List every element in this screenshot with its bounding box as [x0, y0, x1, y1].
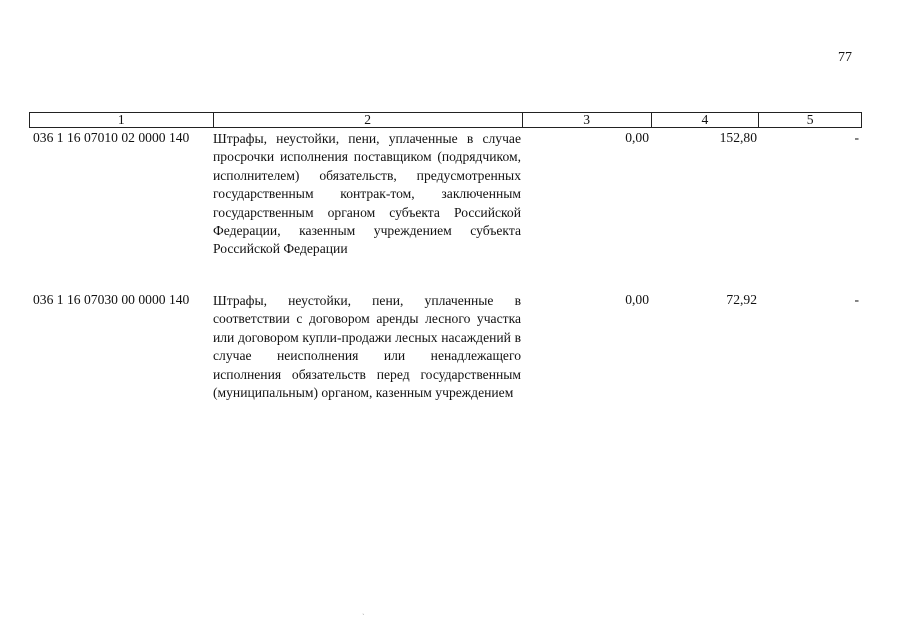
budget-code: 036 1 16 07010 02 0000 140	[33, 130, 190, 145]
header-col-4: 4	[652, 113, 760, 127]
table-header	[29, 112, 862, 128]
header-col-5: 5	[806, 112, 814, 127]
col3-value: 0,00	[625, 292, 649, 307]
col5-value: -	[854, 292, 859, 307]
page-number: 77	[838, 50, 852, 65]
description: Штрафы, неустойки, пени, уплаченные в случае просрочки исполнения поставщиком (подрядчиком, исполнителем) обязательств, предусмотренных государственным контрак-том, заключенным государственным органом субъекта Российской Федерации, казенным учреждением субъекта Российской Федерации	[213, 131, 521, 257]
header-col-2: 2	[214, 113, 523, 127]
col4-value: 72,92	[726, 292, 757, 307]
header-col-1: 1	[30, 113, 214, 127]
budget-code: 036 1 16 07030 00 0000 140	[33, 292, 190, 307]
scan-speck: ˎ	[362, 606, 365, 615]
col3-value: 0,00	[625, 130, 649, 145]
col4-value: 152,80	[719, 130, 757, 145]
description: Штрафы, неустойки, пени, уплаченные в соответствии с договором аренды лесного участка или договором купли-продажи лесных насаждений в случае неисполнения или ненадлежащего исполнения обязательств перед государственным (муниципальным) органом, казенным учреждением	[213, 293, 521, 401]
col5-value: -	[854, 130, 859, 145]
header-col-3: 3	[523, 113, 652, 127]
